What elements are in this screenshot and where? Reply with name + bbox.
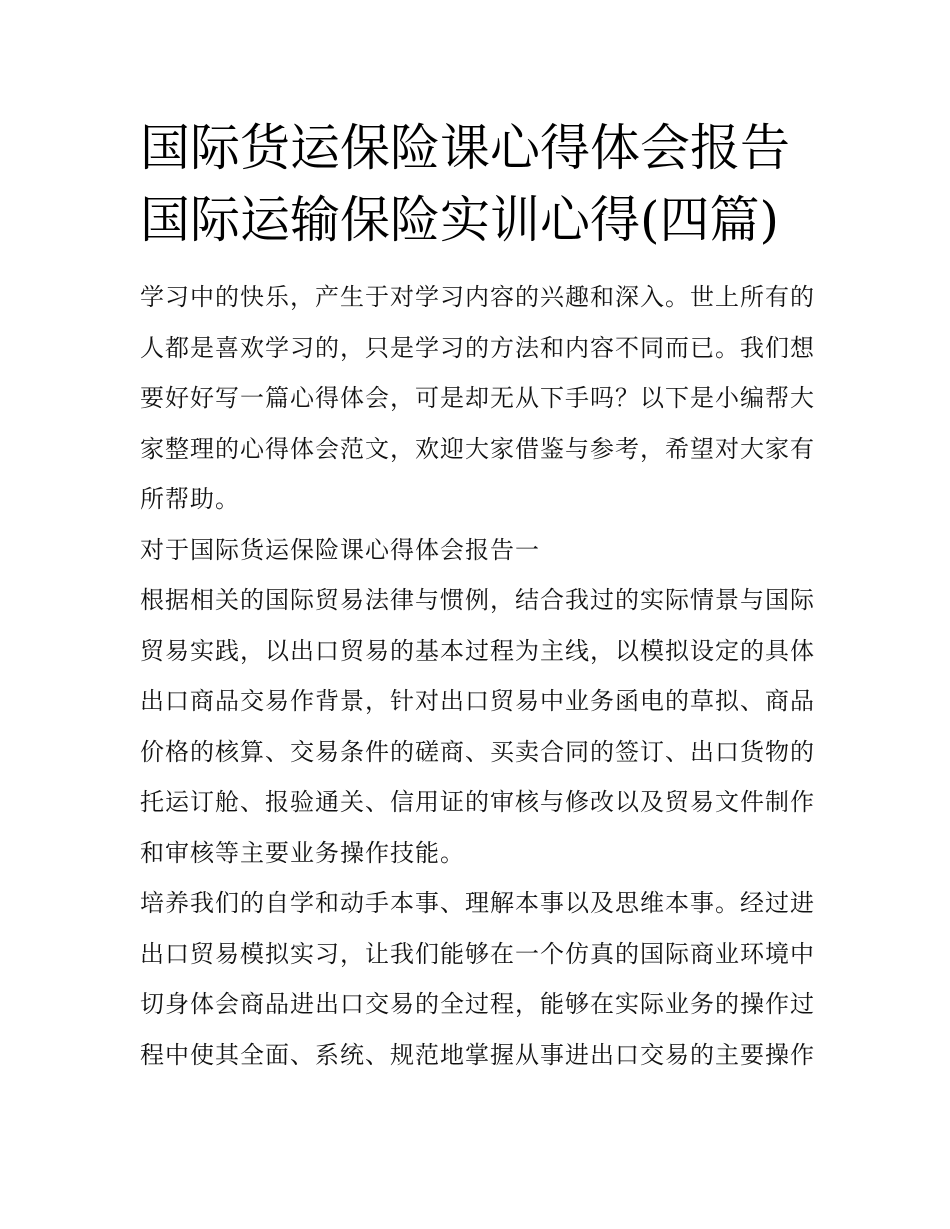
- text-line: 价格的核算、交易条件的磋商、买卖合同的签订、出口货物的: [140, 737, 815, 766]
- text-line: 所帮助。: [140, 485, 240, 513]
- text-line: 切身体会商品进出口交易的全过程，能够在实际业务的操作过: [140, 990, 815, 1018]
- document-body: [140, 272, 815, 1080]
- text-line: 根据相关的国际贸易法律与惯例，结合我过的实际情景与国际: [140, 586, 815, 614]
- text-line: 要好好写一篇心得体会，可是却无从下手吗？以下是小编帮大: [140, 384, 815, 412]
- section-heading: [140, 525, 812, 576]
- text-line: 家整理的心得体会范文，欢迎大家借鉴与参考，希望对大家有: [140, 434, 815, 463]
- text-line: 学习中的快乐，产生于对学习内容的兴趣和深入。世上所有的: [140, 283, 815, 311]
- text-line: 出口商品交易作背景，针对出口贸易中业务函电的草拟、商品: [140, 687, 815, 715]
- text-line: 人都是喜欢学习的，只是学习的方法和内容不同而已。我们想: [140, 333, 815, 362]
- text-line: 和审核等主要业务操作技能。: [140, 838, 465, 867]
- body-paragraph: [140, 878, 815, 1080]
- text-line: 出口贸易模拟实习，让我们能够在一个仿真的国际商业环境中: [140, 939, 815, 968]
- document-title: [140, 112, 812, 256]
- intro-paragraph: [140, 272, 815, 525]
- title-line-2: 国际运输保险实训心得(四篇): [140, 191, 780, 249]
- text-line: 培养我们的自学和动手本事、理解本事以及思维本事。经过进: [140, 889, 815, 917]
- text-line: 贸易实践，以出口贸易的基本过程为主线，以模拟设定的具体: [140, 636, 815, 665]
- text-line: 对于国际货运保险课心得体会报告一: [140, 535, 540, 564]
- title-line-1: 国际货运保险课心得体会报告: [140, 119, 790, 177]
- document-content: [140, 112, 815, 1080]
- body-paragraph: [140, 575, 815, 878]
- text-line: 托运订舱、报验通关、信用证的审核与修改以及贸易文件制作: [140, 788, 815, 816]
- text-line: 程中使其全面、系统、规范地掌握从事进出口交易的主要操作: [140, 1040, 815, 1069]
